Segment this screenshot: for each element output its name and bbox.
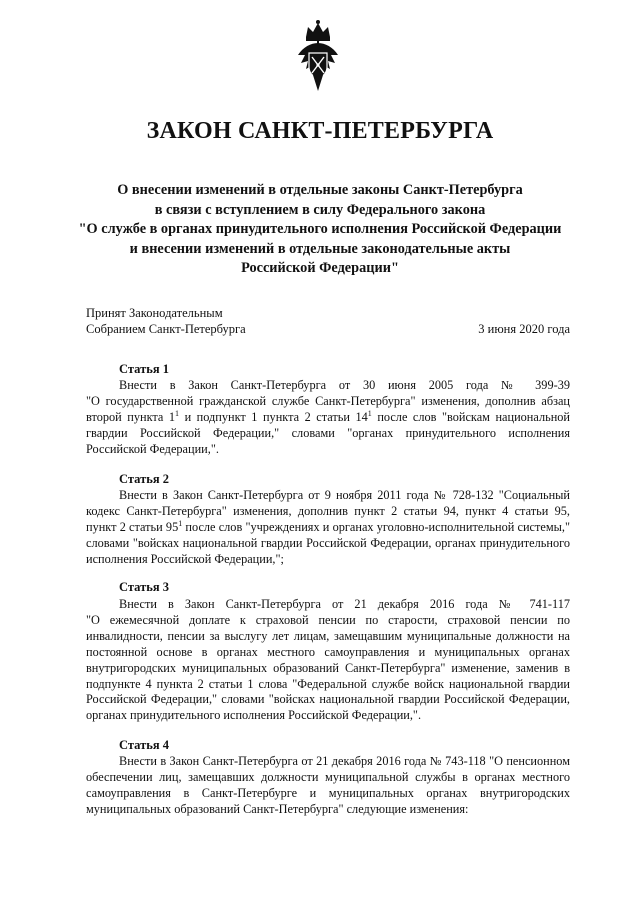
article-line: внутригородских муниципальных образований Санкт-Петербурга" изменение, заменив в (86, 660, 570, 675)
article-3-title: Статья 3 (119, 580, 169, 594)
heading-line: Российской Федерации" (241, 260, 399, 276)
article-line: самоуправления в Санкт-Петербурге и муниципальных органах внутригородских (86, 785, 570, 800)
article-line: муниципальных образований Санкт-Петербурга" следующие изменения: (86, 801, 469, 816)
article-line: Российской Федерации,". (86, 441, 219, 456)
adopted-by (86, 305, 246, 337)
heading-line: О внесении изменений в отдельные законы Санкт-Петербурга (117, 182, 523, 198)
article-line: органах принудительного исполнения Российской Федерации,". (86, 708, 422, 723)
article-4-text (86, 754, 570, 818)
article-line: гвардии Российской Федерации," словами "органах принудительного исполнения (86, 425, 570, 440)
article-line: исполнения Российской Федерации,"; (86, 551, 284, 566)
article-line: словами "войсках национальной гвардии Российской Федерации, органах принудительного (86, 535, 570, 550)
article-line: Внести в Закон Санкт-Петербурга от 9 ноября 2011 года № 728-132 "Социальный (119, 488, 570, 502)
article-line: постоянной основе в органах местного самоуправления и муниципальных органах (86, 644, 570, 659)
article-2-text (86, 488, 570, 568)
article-line: инвалидности, пенсии за выслугу лет лицам, замещавшим муниципальные должности на (86, 628, 570, 643)
article-line: подпункте 4 пункта 2 статьи 1 слова "Федеральной службе войск национальной гвардии (86, 676, 570, 691)
heading-line: "О службе в органах принудительного исполнения Российской Федерации (78, 221, 562, 237)
article-line: Внести в Закон Санкт-Петербурга от 30 июня 2005 года № 399-39 (119, 378, 570, 392)
article-line: Российской Федерации," словами "войсках национальной гвардии Российской Федерации, (86, 692, 570, 707)
article-2-title: Статья 2 (119, 472, 169, 486)
adoption-date: 3 июня 2020 года (478, 322, 570, 336)
heading-line: и внесении изменений в отдельные законодательные акты (129, 240, 511, 257)
article-3-text (86, 597, 570, 724)
article-line: кодекс Санкт-Петербурга" изменения, дополнив пункт 2 статьи 94, пункт 4 статьи 95, (86, 503, 570, 518)
heading-line: в связи с вступлением в силу Федерального закона (154, 201, 486, 218)
article-line: второй пункта $1^1$ и подпункт 1 пункта 2 статьи $14^1$ после слов "войскам национальной (86, 409, 570, 424)
article-line: пункт 2 статьи $95^1$ после слов "учреждениях и органах уголовно-исполнительной системы," (86, 519, 570, 534)
coat-of-arms-icon (293, 17, 343, 97)
article-line: Внести в Закон Санкт-Петербурга от 21 декабря 2016 года № 743-118 "О пенсионном (119, 754, 570, 768)
law-title: ЗАКОН САНКТ-ПЕТЕРБУРГА (146, 118, 494, 144)
law-heading (60, 181, 580, 279)
article-line: обеспечении лиц, замещавших должности муниципальной службы в органах местного (86, 769, 570, 784)
article-1-text (86, 378, 570, 458)
article-1-title: Статья 1 (119, 362, 169, 376)
adopted-line: Собранием Санкт-Петербурга (86, 322, 246, 336)
adopted-line: Принят Законодательным (86, 306, 223, 320)
article-line: "О ежемесячной доплате к страховой пенсии по старости, страховой пенсии по (86, 612, 570, 627)
article-line: "О государственной гражданской службе Санкт-Петербурга" изменения, дополнив абзац (86, 393, 570, 408)
article-4-title: Статья 4 (119, 738, 169, 752)
article-line: Внести в Закон Санкт-Петербурга от 21 декабря 2016 года № 741-117 (119, 597, 570, 611)
